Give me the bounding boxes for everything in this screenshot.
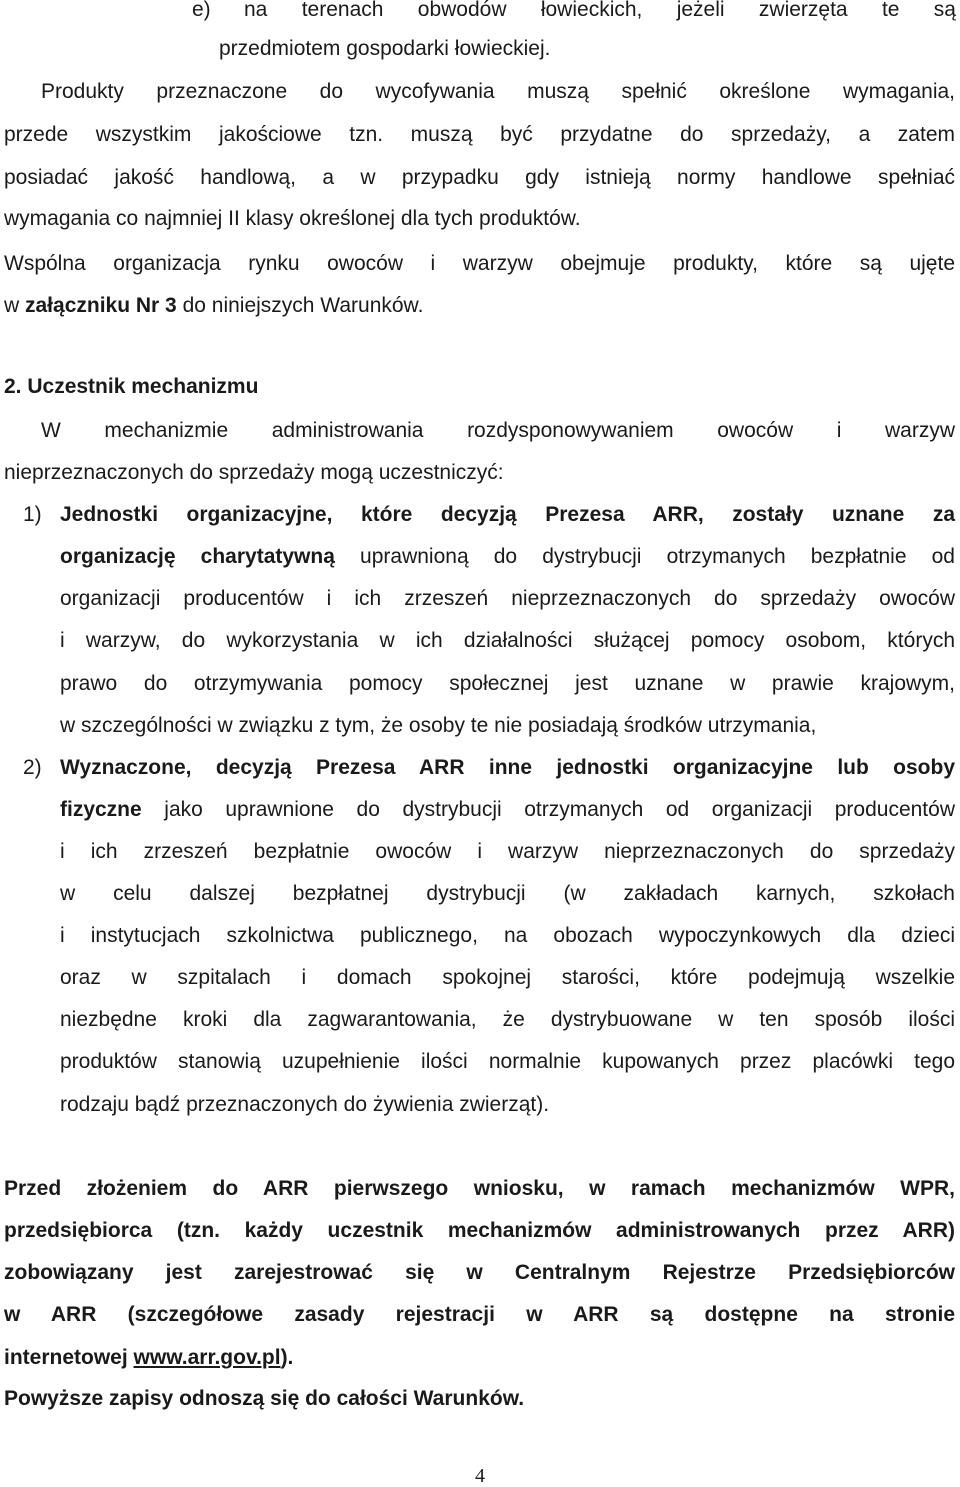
paragraph-line: Wspólna organizacja rynku owoców i warzyw obejmuje produkty, które są ujęte [4, 252, 955, 275]
list-item-text: fizyczne jako uprawnione do dystrybucji otrzymanych od organizacji producentów [60, 798, 955, 821]
list-item-text: niezbędne kroki dla zagwarantowania, że dystrybuowane w ten sposób ilości [60, 1008, 955, 1031]
closing-statement: Powyższe zapisy odnoszą się do całości Warunków. [4, 1387, 525, 1410]
list-marker: 2) [23, 756, 42, 779]
list-item-text: w szczególności w związku z tym, że osoby te nie posiadają środków utrzymania, [60, 714, 817, 737]
notice-line: internetowej www.arr.gov.pl). [4, 1346, 294, 1369]
list-item-text: na terenach obwodów łowieckich, jeżeli zwierzęta te są [244, 0, 956, 21]
notice-line: zobowiązany jest zarejestrować się w Centralnym Rejestrze Przedsiębiorców [4, 1261, 955, 1284]
paragraph-line: nieprzeznaczonych do sprzedaży mogą uczestniczyć: [4, 461, 504, 484]
list-marker: e) [192, 0, 211, 21]
list-item-text: Jednostki organizacyjne, które decyzją Prezesa ARR, zostały uznane za [60, 503, 955, 526]
list-item-text: prawo do otrzymywania pomocy społecznej jest uznane w prawie krajowym, [60, 672, 955, 695]
notice-line: w ARR (szczegółowe zasady rejestracji w ARR są dostępne na stronie [4, 1303, 955, 1326]
list-item-text: organizację charytatywną uprawnioną do dystrybucji otrzymanych bezpłatnie od [60, 545, 955, 568]
paragraph-line: wymagania co najmniej II klasy określonej dla tych produktów. [4, 207, 581, 230]
notice-line: Przed złożeniem do ARR pierwszego wniosku, w ramach mechanizmów WPR, [4, 1177, 955, 1200]
list-item-text: i ich zrzeszeń bezpłatnie owoców i warzyw nieprzeznaczonych do sprzedaży [60, 840, 955, 863]
list-item-text: przedmiotem gospodarki łowieckiej. [219, 37, 551, 60]
list-marker: 1) [23, 503, 42, 526]
list-item-text: organizacji producentów i ich zrzeszeń nieprzeznaczonych do sprzedaży owoców [60, 587, 955, 610]
paragraph-line: W mechanizmie administrowania rozdysponowywaniem owoców i warzyw [41, 419, 955, 442]
list-item-text: Wyznaczone, decyzją Prezesa ARR inne jednostki organizacyjne lub osoby [60, 756, 955, 779]
paragraph-line: Produkty przeznaczone do wycofywania muszą spełnić określone wymagania, [41, 80, 955, 103]
arr-website-link[interactable]: www.arr.gov.pl [133, 1346, 281, 1369]
annex-reference: załączniku Nr 3 [25, 294, 177, 317]
list-item-text: i instytucjach szkolnictwa publicznego, na obozach wypoczynkowych dla dzieci [60, 924, 955, 947]
list-item-text: w celu dalszej bezpłatnej dystrybucji (w zakładach karnych, szkołach [60, 882, 955, 905]
list-item-text: rodzaju bądź przeznaczonych do żywienia zwierząt). [60, 1093, 550, 1116]
section-heading: 2. Uczestnik mechanizmu [4, 375, 259, 398]
paragraph-line: przede wszystkim jakościowe tzn. muszą być przydatne do sprzedaży, a zatem [4, 123, 955, 146]
list-item-text: oraz w szpitalach i domach spokojnej starości, które podejmują wszelkie [60, 966, 955, 989]
list-item-text: i warzyw, do wykorzystania w ich działalności służącej pomocy osobom, których [60, 629, 955, 652]
paragraph-line: w załączniku Nr 3 do niniejszych Warunków. [4, 294, 424, 317]
paragraph-line: posiadać jakość handlową, a w przypadku gdy istnieją normy handlowe spełniać [4, 166, 955, 189]
notice-line: przedsiębiorca (tzn. każdy uczestnik mechanizmów administrowanych przez ARR) [4, 1219, 955, 1242]
list-item-text: produktów stanowią uzupełnienie ilości normalnie kupowanych przez placówki tego [60, 1050, 955, 1073]
page-number: 4 [475, 1465, 485, 1487]
